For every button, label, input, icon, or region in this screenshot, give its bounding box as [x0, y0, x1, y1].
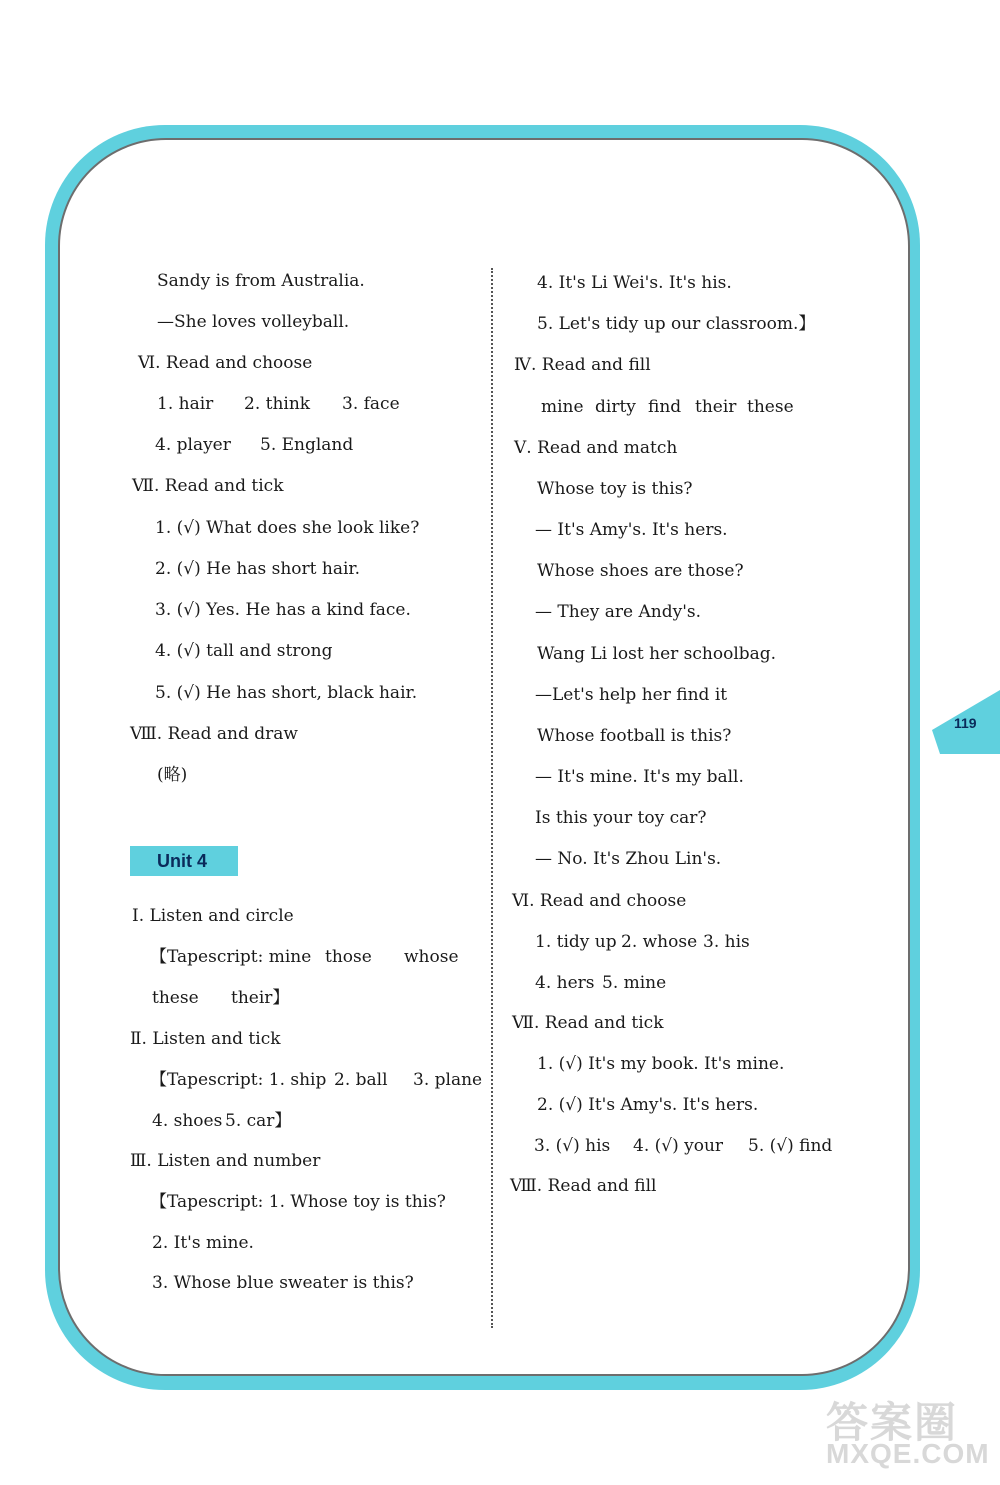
answer-item: Whose shoes are those?	[537, 561, 744, 581]
tapescript-line: their】	[231, 988, 290, 1008]
section-heading: Ⅲ. Listen and number	[130, 1151, 321, 1171]
answer-item: 2. (√) It's Amy's. It's hers.	[537, 1095, 759, 1115]
text-line: —She loves volleyball.	[157, 312, 350, 332]
tapescript-line: whose	[404, 947, 459, 967]
tapescript-line: 2. ball	[334, 1070, 388, 1090]
text-line: Sandy is from Australia.	[157, 271, 365, 291]
answer-item: 1. (√) It's my book. It's mine.	[537, 1054, 785, 1074]
tapescript-line: 2. It's mine.	[152, 1233, 254, 1253]
answer-item: 5. England	[260, 435, 354, 455]
watermark-url: MXQE.COM	[826, 1438, 990, 1469]
tapescript-line: 5. Let's tidy up our classroom.】	[537, 314, 816, 334]
answer-item: Whose football is this?	[537, 726, 732, 746]
answer-item: 2. think	[244, 394, 311, 414]
section-heading: Ⅵ. Read and choose	[512, 891, 687, 911]
answer-item: find	[648, 397, 682, 417]
section-heading: Ⅴ. Read and match	[514, 438, 678, 458]
answer-item: their	[695, 397, 737, 417]
answer-item: 1. (√) What does she look like?	[155, 518, 420, 538]
section-heading: Ⅳ. Read and fill	[514, 355, 651, 375]
answer-item: (略)	[157, 765, 188, 785]
tapescript-line: 【Tapescript: 1. ship	[150, 1070, 327, 1090]
answer-item: 5. (√) find	[748, 1136, 833, 1156]
section-heading: Ⅶ. Read and tick	[512, 1013, 664, 1033]
answer-item: — No. It's Zhou Lin's.	[535, 849, 722, 869]
tapescript-line: 5. car】	[225, 1111, 292, 1131]
answer-item: 1. tidy up	[535, 932, 617, 952]
section-heading: Ⅷ. Read and fill	[510, 1176, 657, 1196]
tapescript-line: 4. It's Li Wei's. It's his.	[537, 273, 732, 293]
answer-item: 3. face	[342, 394, 400, 414]
answer-item: Wang Li lost her schoolbag.	[537, 644, 777, 664]
answer-item: — They are Andy's.	[535, 602, 701, 622]
section-heading: Ⅵ. Read and choose	[138, 353, 313, 373]
tapescript-line: 3. plane	[413, 1070, 483, 1090]
section-heading: Ⅶ. Read and tick	[132, 476, 284, 496]
answer-item: 1. hair	[157, 394, 214, 414]
watermark-logo-text: 答案圈	[826, 1399, 959, 1446]
tapescript-line: 【Tapescript: mine	[150, 947, 312, 967]
answer-item: 4. player	[155, 435, 231, 455]
answer-item: these	[747, 397, 794, 417]
page-number: 119	[954, 715, 977, 731]
tapescript-line: these	[152, 988, 199, 1008]
answer-item: 5. (√) He has short, black hair.	[155, 683, 418, 703]
answer-item: 3. his	[703, 932, 750, 952]
answer-item: — It's mine. It's my ball.	[535, 767, 744, 787]
section-heading: Ⅷ. Read and draw	[130, 724, 298, 744]
section-heading: Ⅱ. Listen and tick	[130, 1029, 281, 1049]
tapescript-line: those	[325, 947, 372, 967]
tapescript-line: 4. shoes	[152, 1111, 223, 1131]
section-heading: Ⅰ. Listen and circle	[132, 906, 294, 926]
answer-item: 2. whose	[621, 932, 698, 952]
answer-item: 2. (√) He has short hair.	[155, 559, 361, 579]
answer-item: Is this your toy car?	[535, 808, 707, 828]
answer-item: Whose toy is this?	[537, 479, 693, 499]
answer-item: 4. (√) your	[633, 1136, 724, 1156]
answer-item: 5. mine	[602, 973, 667, 993]
answer-item: —Let's help her find it	[535, 685, 728, 705]
tapescript-line: 【Tapescript: 1. Whose toy is this?	[150, 1192, 446, 1212]
answer-item: — It's Amy's. It's hers.	[535, 520, 728, 540]
answer-item: 3. (√) Yes. He has a kind face.	[155, 600, 411, 620]
answer-item: 4. (√) tall and strong	[155, 641, 333, 661]
answer-item: dirty	[595, 397, 636, 417]
unit-title: Unit 4	[130, 846, 238, 876]
answer-item: mine	[541, 397, 584, 417]
tapescript-line: 3. Whose blue sweater is this?	[152, 1273, 414, 1293]
answer-item: 4. hers	[535, 973, 595, 993]
watermark	[826, 1390, 990, 1469]
answer-item: 3. (√) his	[534, 1136, 611, 1156]
column-divider	[491, 268, 493, 1328]
